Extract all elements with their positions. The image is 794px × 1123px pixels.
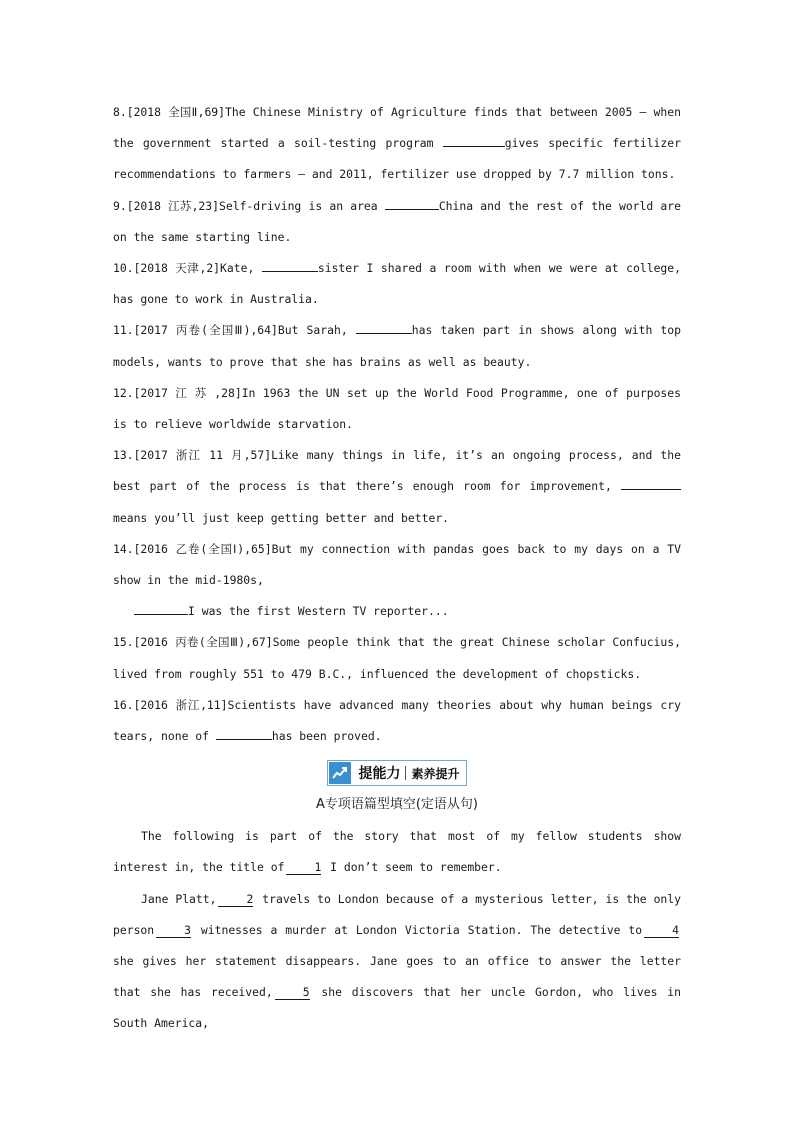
question-source: 9.[2018 江苏,23] <box>113 198 219 213</box>
answer-blank[interactable] <box>262 259 318 272</box>
question-text-after: China and the rest of the world are on the same starting line. <box>113 198 681 244</box>
answer-blank[interactable] <box>216 727 272 740</box>
question-text: Scientists have advanced many theories about why human beings cry tears, none of <box>113 697 681 744</box>
question-text-after: has been proved. <box>271 729 382 744</box>
question-text-after: means you’ll just keep getting better and better. <box>113 510 450 525</box>
question-9 <box>113 191 681 253</box>
passage-paragraph-1 <box>113 821 681 883</box>
banner-subtitle: 素养提升 <box>411 766 460 781</box>
answer-blank[interactable] <box>443 134 505 147</box>
answer-blank[interactable] <box>385 197 439 210</box>
numbered-blank-1[interactable]: 1 <box>286 860 321 875</box>
passage-text: Jane Platt, <box>141 891 217 906</box>
answer-blank[interactable] <box>621 477 681 490</box>
question-text: Some people think that the great Chinese scholar Confucius, lived from roughly 551 to 479 B.C., influenced the development of chopsticks. <box>113 635 681 681</box>
passage-paragraph-2 <box>113 884 681 1040</box>
question-source: 15.[2016 丙卷(全国Ⅲ),67] <box>113 635 273 650</box>
question-text: In 1963 the UN set up the World Food Programme, one of purposes is to relieve worldwide starvation. <box>113 385 681 432</box>
question-text: The Chinese Ministry of Agriculture finds that between 2005 — when the government started a soil-testing program <box>113 105 681 151</box>
numbered-blank-5[interactable]: 5 <box>275 985 310 1000</box>
banner-title: 提能力 <box>358 766 401 783</box>
passage-text: travels to London because of a mysterious letter, is the only person <box>113 891 681 937</box>
question-text-after: sister I shared a room with when we were at college, has gone to work in Australia. <box>113 261 682 307</box>
passage-text: she gives her statement disappears. Jane goes to an office to answer the letter that she has received, <box>113 954 681 1000</box>
question-13 <box>113 440 681 534</box>
numbered-blank-2[interactable]: 2 <box>218 892 253 907</box>
question-11 <box>113 315 681 377</box>
document-page <box>113 97 681 1040</box>
question-8 <box>113 97 681 191</box>
question-text-after: has taken part in shows along with top models, wants to prove that she has brains as well as beauty. <box>113 323 681 369</box>
question-10 <box>113 253 681 315</box>
answer-blank[interactable] <box>134 602 188 615</box>
passage-text: The following is part of the story that most of my fellow students show interest in, the title of <box>113 829 681 875</box>
passage-text: I don’t seem to remember. <box>323 860 502 875</box>
question-text-after: gives specific fertilizer recommendations to farmers — and 2011, fertilizer use dropped by 7.7 million tons. <box>113 136 681 182</box>
chart-trend-icon <box>329 762 351 784</box>
passage-text: witnesses a murder at London Victoria Station. The detective to <box>193 922 643 937</box>
numbered-blank-4[interactable]: 4 <box>644 923 679 938</box>
question-source: 13.[2017 浙江 11 月,57] <box>113 448 272 463</box>
answer-blank[interactable] <box>356 321 412 334</box>
question-16 <box>113 690 681 752</box>
section-title: A专项语篇型填空(定语从句) <box>315 797 479 813</box>
question-text: Like many things in life, it’s an ongoing process, and the best part of the process is that there’s enough room for improvement, <box>113 448 681 494</box>
question-text: But Sarah, <box>277 323 356 338</box>
section-banner <box>327 760 466 786</box>
question-source: 14.[2016 乙卷(全国Ⅰ),65] <box>113 541 272 556</box>
question-14 <box>113 534 681 596</box>
question-15 <box>113 627 681 689</box>
passage-text: she discovers that her uncle Gordon, who lives in South America, <box>113 985 681 1031</box>
question-source: 8.[2018 全国Ⅱ,69] <box>113 105 226 119</box>
section-banner-wrap <box>113 760 681 788</box>
question-source: 11.[2017 丙卷(全国Ⅲ),64] <box>113 323 278 338</box>
question-text: Kate, <box>220 261 262 276</box>
question-source: 16.[2016 浙江,11] <box>113 697 228 712</box>
question-text: Self-driving is an area <box>219 198 385 213</box>
numbered-blank-3[interactable]: 3 <box>156 923 191 938</box>
question-text: But my connection with pandas goes back to my days on a TV show in the mid-1980s, <box>113 541 681 588</box>
question-source: 12.[2017 江 苏 ,28] <box>113 385 242 400</box>
question-source: 10.[2018 天津,2] <box>113 261 221 276</box>
question-12 <box>113 378 681 440</box>
question-14-continuation <box>113 596 681 627</box>
question-text-after: I was the first Western TV reporter... <box>188 604 449 619</box>
